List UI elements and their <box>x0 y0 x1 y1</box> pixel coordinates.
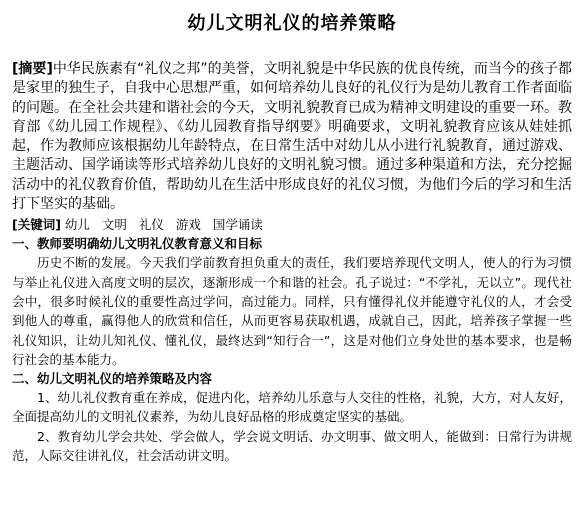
section-1-paragraph: 历史不断的发展。今天我们学前教育担负重大的责任，我们要培养现代文明人，使人的行为习惯与举止礼仪进入高度文明的层次，逐渐形成一个和谐的社会。孔子说过：“不学礼，无以立”。现代社会中，很多时候礼仪的重要性高过学问，高过能力。同样，只有懂得礼仪并能遵守礼仪的人，才会受到他人的尊重，赢得他人的欣赏和信任，从而更容易获取机遇，成就自己，因此，培养孩子掌握一些礼仪知识，让幼儿知礼仪、懂礼仪，最终达到“知行合一”，这是对他们立身处世的基本要求，也是畅行社会的基本能力。 <box>12 255 572 367</box>
keywords-line <box>12 216 572 234</box>
abstract-paragraph <box>12 60 572 214</box>
abstract-text: 中华民族素有“礼仪之邦”的美誉，文明礼貌是中华民族的优良传统，而当今的孩子都是家里的独生子，自我中心思想严重，如何培养幼儿良好的礼仪行为是幼儿教育工作者面临的问题。在全社会共建和谐社会的今天，文明礼貌教育已成为精神文明建设的重要一环。教育部《幼儿园工作规程》、《幼儿园教育指导纲要》明确要求，文明礼貌教育应该从娃娃抓起，作为教师应该根据幼儿年龄特点，在日常生活中对幼儿从小进行礼貌教育，通过游戏、主题活动、国学诵读等形式培养幼儿良好的文明礼貌习惯。通过多种渠道和方法，充分挖掘活动中的礼仪教育价值，帮助幼儿在生活中形成良好的礼仪习惯，为他们今后的学习和生活打下坚实的基础。 <box>12 61 573 213</box>
keyword: 文明 <box>101 217 127 233</box>
keyword: 幼儿 <box>64 217 90 233</box>
document-title: 幼儿文明礼仪的培养策略 <box>187 13 397 34</box>
keyword: 游戏 <box>175 217 201 233</box>
list-item: 1、幼儿礼仪教育重在养成，促进内化，培养幼儿乐意与人交往的性格，礼貌，大方，对人友好，全面提高幼儿的文明礼仪素养，为幼儿良好品格的形成奠定坚实的基础。 <box>12 390 572 425</box>
abstract-tag: [摘要] <box>12 61 53 77</box>
list-item: 2、教育幼儿学会共处、学会做人，学会说文明话、办文明事、做文明人，能做到：日常行为讲规范，人际交往讲礼仪，社会活动讲文明。 <box>12 428 572 464</box>
keyword: 国学诵读 <box>212 217 263 233</box>
section-heading-2: 二、幼儿文明礼仪的培养策略及内容 <box>12 371 213 387</box>
keyword: 礼仪 <box>138 217 164 233</box>
keywords-tag: [关键词] <box>12 217 61 233</box>
section-heading-1: 一、教师要明确幼儿文明礼仪教育意义和目标 <box>12 236 263 252</box>
